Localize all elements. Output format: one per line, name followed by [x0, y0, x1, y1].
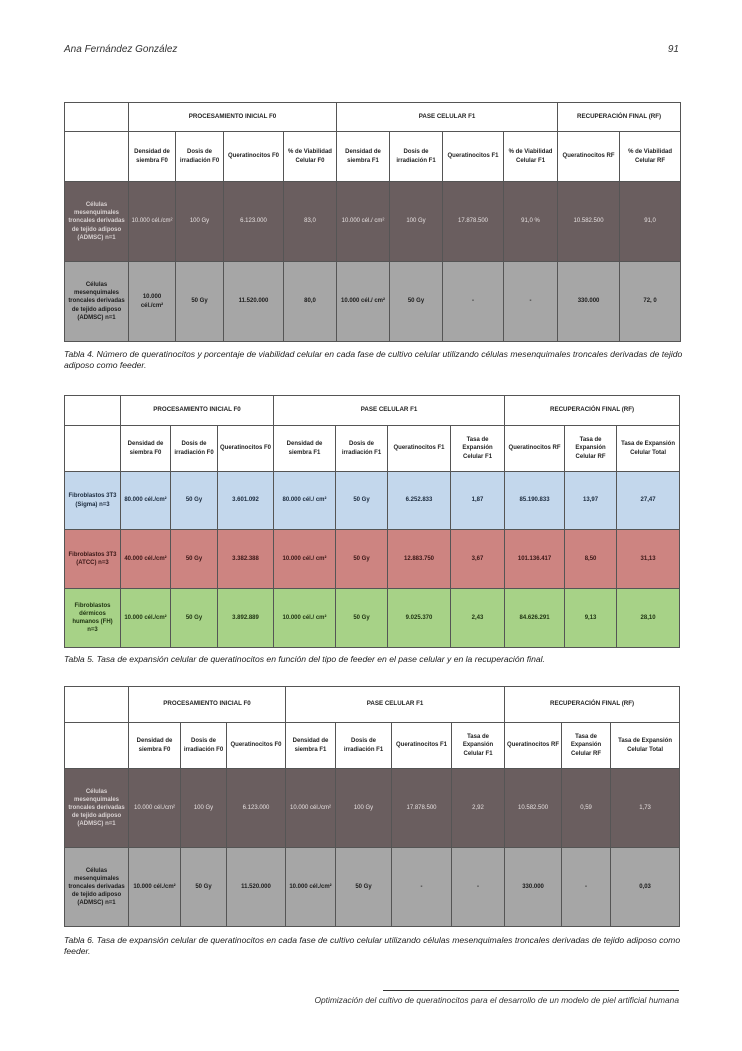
table-cell: 10.000 cél./cm² [121, 589, 171, 648]
table-cell: 6.123.000 [227, 769, 286, 848]
table-cell: - [443, 262, 504, 342]
table-row [65, 472, 680, 530]
table-cell: 50 Gy [336, 530, 388, 589]
column-header: Tasa de Expansión Celular RF [562, 723, 611, 769]
column-header: Tasa de Expansión Celular F1 [452, 723, 505, 769]
table-cell: 0,59 [562, 769, 611, 848]
table-corner-cell [65, 723, 129, 769]
table-cell: 10.000 cél./cm² [129, 848, 181, 927]
table-cell: 80,0 [284, 262, 337, 342]
table-cell: 6.252.833 [388, 472, 451, 530]
section-header: PROCESAMIENTO INICIAL F0 [129, 103, 337, 132]
table-cell: 17.878.500 [392, 769, 452, 848]
table-cell: 12.883.750 [388, 530, 451, 589]
table-4 [64, 102, 681, 342]
column-header: Queratinocitos F1 [388, 426, 451, 472]
section-header: PROCESAMIENTO INICIAL F0 [129, 687, 286, 723]
table-cell: 50 Gy [336, 589, 388, 648]
table-cell: 10.000 cél./ cm² [337, 262, 390, 342]
section-header: PASE CELULAR F1 [337, 103, 558, 132]
column-header: Queratinocitos RF [505, 723, 562, 769]
row-label: Fibroblastos 3T3 (ATCC) n=3 [65, 530, 121, 589]
table-cell: 50 Gy [181, 848, 227, 927]
table-cell: 85.190.833 [505, 472, 565, 530]
table-cell: 2,43 [451, 589, 505, 648]
table-row [65, 589, 680, 648]
column-header: Dosis de irradiación F0 [171, 426, 218, 472]
table-cell: 10.000 cél./cm² [286, 848, 336, 927]
table-cell: 91,0 [620, 182, 681, 262]
table-cell: 10.582.500 [505, 769, 562, 848]
table-cell: 40.000 cél./cm² [121, 530, 171, 589]
table-cell: 50 Gy [171, 530, 218, 589]
table-cell: 13,97 [565, 472, 617, 530]
column-header: Queratinocitos RF [558, 132, 620, 182]
table-cell: 100 Gy [181, 769, 227, 848]
table-row [65, 848, 680, 927]
column-header: Densidad de siembra F0 [121, 426, 171, 472]
table-cell: 80.000 cél./ cm² [274, 472, 336, 530]
table-cell: 50 Gy [390, 262, 443, 342]
table-row [65, 769, 680, 848]
table-cell: 330.000 [558, 262, 620, 342]
row-label: Células mesenquimales troncales derivadas de tejido adiposo (ADMSC) n=1 [65, 182, 129, 262]
row-label: Fibroblastos dérmicos humanos (FH) n=3 [65, 589, 121, 648]
table-cell: 0,03 [611, 848, 680, 927]
column-header: % de Viabilidad Celular RF [620, 132, 681, 182]
table-cell: 1,87 [451, 472, 505, 530]
table-4-caption: Tabla 4. Número de queratinocitos y porcentaje de viabilidad celular en cada fase de cultivo celular utilizando células mesenquimales troncales derivadas de tejido adiposo como feeder. [64, 349, 683, 371]
column-header: Dosis de irradiación F1 [390, 132, 443, 182]
table-cell: 91,0 % [504, 182, 558, 262]
table-cell: 6.123.000 [224, 182, 284, 262]
column-header: Tasa de Expansión Celular Total [617, 426, 680, 472]
table-cell: 10.000 cél./ cm² [274, 589, 336, 648]
table-5 [64, 395, 680, 648]
section-header: RECUPERACIÓN FINAL (RF) [505, 687, 680, 723]
table-cell: 11.520.000 [224, 262, 284, 342]
table-corner-cell [65, 132, 129, 182]
column-header: Dosis de irradiación F0 [181, 723, 227, 769]
table-cell: 10.000 cél./cm² [286, 769, 336, 848]
running-footer: Optimización del cultivo de queratinocitos para el desarrollo de un modelo de piel artificial humana [314, 995, 679, 1005]
column-header: Dosis de irradiación F1 [336, 426, 388, 472]
row-label: Fibroblastos 3T3 (Sigma) n=3 [65, 472, 121, 530]
column-header: Dosis de irradiación F0 [176, 132, 224, 182]
table-cell: 80.000 cél./cm² [121, 472, 171, 530]
row-label: Células mesenquimales troncales derivadas de tejido adiposo (ADMSC) n=1 [65, 262, 129, 342]
section-header: PASE CELULAR F1 [274, 396, 505, 426]
table-cell: 100 Gy [336, 769, 392, 848]
section-header: PROCESAMIENTO INICIAL F0 [121, 396, 274, 426]
table-6 [64, 686, 680, 927]
page-number: 91 [667, 44, 679, 55]
table-row [65, 182, 681, 262]
column-header: Queratinocitos F0 [224, 132, 284, 182]
table-cell: 50 Gy [336, 848, 392, 927]
column-header: Queratinocitos F1 [443, 132, 504, 182]
table-5-caption: Tabla 5. Tasa de expansión celular de queratinocitos en función del tipo de feeder en el pase celular y en la recuperación final. [64, 654, 545, 664]
table-cell: 50 Gy [336, 472, 388, 530]
footer-rule [383, 990, 679, 991]
table-cell: 8,50 [565, 530, 617, 589]
column-header: Queratinocitos F1 [392, 723, 452, 769]
table-cell: 10.000 cél./cm² [129, 182, 176, 262]
section-header: RECUPERACIÓN FINAL (RF) [558, 103, 681, 132]
column-header: Tasa de Expansión Celular F1 [451, 426, 505, 472]
table-corner-cell [65, 103, 129, 132]
table-cell: 83,0 [284, 182, 337, 262]
column-header: Queratinocitos F0 [218, 426, 274, 472]
column-header: Densidad de siembra F1 [286, 723, 336, 769]
table-cell: 50 Gy [171, 472, 218, 530]
table-cell: 3.601.092 [218, 472, 274, 530]
table-cell: 3.892.889 [218, 589, 274, 648]
table-cell: - [504, 262, 558, 342]
column-header: % de Viabilidad Celular F1 [504, 132, 558, 182]
table-cell: 72, 0 [620, 262, 681, 342]
column-header: Densidad de siembra F1 [274, 426, 336, 472]
table-cell: 100 Gy [390, 182, 443, 262]
table-cell: 100 Gy [176, 182, 224, 262]
table-cell: - [452, 848, 505, 927]
table-corner-cell [65, 687, 129, 723]
table-cell: 10.000 cél./cm² [129, 769, 181, 848]
table-cell: 101.136.417 [505, 530, 565, 589]
column-header: Dosis de irradiación F1 [336, 723, 392, 769]
table-6-caption: Tabla 6. Tasa de expansión celular de queratinocitos en cada fase de cultivo celular utilizando células mesenquimales troncales derivadas de tejido adiposo como feeder. [64, 935, 681, 957]
table-cell: 9.025.370 [388, 589, 451, 648]
table-cell: 10.000 cél./ cm² [274, 530, 336, 589]
running-header-author: Ana Fernández González [64, 44, 178, 55]
table-cell: 27,47 [617, 472, 680, 530]
table-cell: 10.582.500 [558, 182, 620, 262]
table-corner-cell [65, 426, 121, 472]
column-header: Densidad de siembra F1 [337, 132, 390, 182]
table-cell: 3,67 [451, 530, 505, 589]
table-cell: 330.000 [505, 848, 562, 927]
section-header: RECUPERACIÓN FINAL (RF) [505, 396, 680, 426]
table-cell: 2,92 [452, 769, 505, 848]
column-header: Queratinocitos F0 [227, 723, 286, 769]
table-row [65, 262, 681, 342]
table-cell: 1,73 [611, 769, 680, 848]
column-header: Queratinocitos RF [505, 426, 565, 472]
table-cell: 50 Gy [171, 589, 218, 648]
column-header: Tasa de Expansión Celular Total [611, 723, 680, 769]
column-header: % de Viabilidad Celular F0 [284, 132, 337, 182]
table-cell: - [562, 848, 611, 927]
table-cell: 31,13 [617, 530, 680, 589]
table-cell: 84.626.291 [505, 589, 565, 648]
table-cell: 10.000 cél./ cm² [337, 182, 390, 262]
table-corner-cell [65, 396, 121, 426]
table-cell: 28,10 [617, 589, 680, 648]
table-cell: 11.520.000 [227, 848, 286, 927]
table-cell: 10.000 cél./cm² [129, 262, 176, 342]
row-label: Células mesenquimales troncales derivadas de tejido adiposo (ADMSC) n=1 [65, 848, 129, 927]
table-cell: 3.382.388 [218, 530, 274, 589]
table-cell: 9,13 [565, 589, 617, 648]
column-header: Densidad de siembra F0 [129, 132, 176, 182]
table-cell: - [392, 848, 452, 927]
row-label: Células mesenquimales troncales derivadas de tejido adiposo (ADMSC) n=1 [65, 769, 129, 848]
table-cell: 17.878.500 [443, 182, 504, 262]
table-row [65, 530, 680, 589]
column-header: Densidad de siembra F0 [129, 723, 181, 769]
section-header: PASE CELULAR F1 [286, 687, 505, 723]
table-cell: 50 Gy [176, 262, 224, 342]
column-header: Tasa de Expansión Celular RF [565, 426, 617, 472]
